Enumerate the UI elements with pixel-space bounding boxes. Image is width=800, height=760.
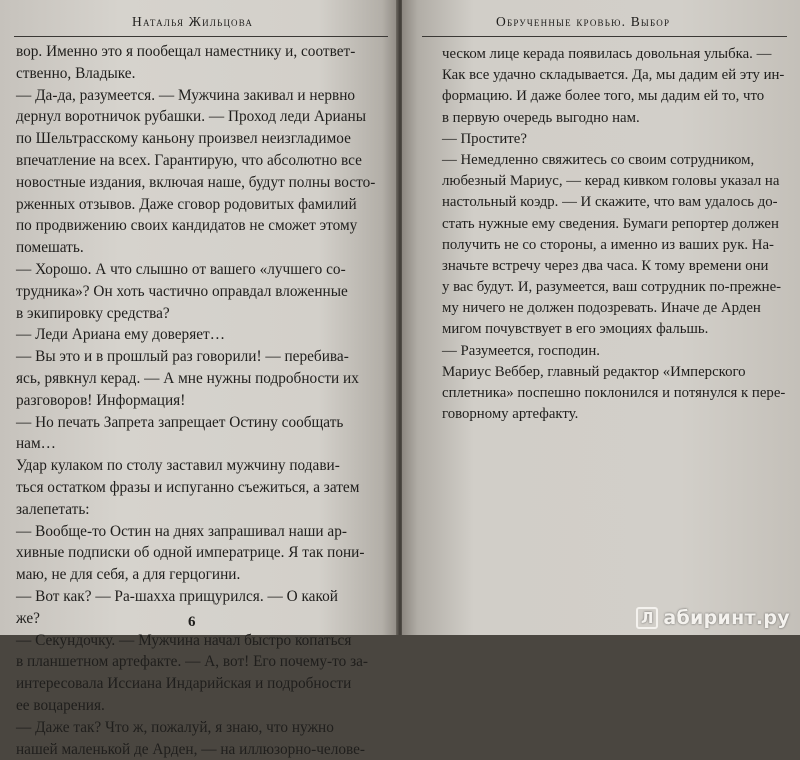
text-line: му ничего не должен подозревать. Иначе де Арден [442,298,785,319]
text-line: — Да-да, разумеется. — Мужчина закивал и нервно [16,85,375,107]
text-line: формацию. И даже более того, мы дадим ей то, что [442,86,785,107]
text-line: — Вообще-то Остин на днях запрашивал наши ар- [16,521,375,543]
text-line: ческом лице керада появилась довольная улыбка. — [442,44,785,65]
text-line: новостные издания, включая наше, будут полны восто- [16,172,375,194]
text-line: разговоров! Информация! [16,390,375,412]
text-line: любезный Мариус, — керад кивком головы указал на [442,171,785,192]
right-running-head: Обрученные кровью. Выбор [496,14,670,30]
text-line: маю, не для себя, а для герцогини. [16,564,375,586]
text-line: — Вы это и в прошлый раз говорили! — перебива- [16,346,375,368]
text-line: залепетать: [16,499,375,521]
text-line: получить не со стороны, а именно из ваших рук. На- [442,235,785,256]
text-line: — Разумеется, господин. [442,341,785,362]
text-line: у вас будут. И, разумеется, ваш сотрудник по-прежне- [442,277,785,298]
left-header-rule [14,36,388,37]
right-page-text [442,44,785,425]
text-line: впечатление на всех. Гарантирую, что абсолютно все [16,150,375,172]
text-line: ясь, рявкнул керад. — А мне нужны подробности их [16,368,375,390]
text-line: — Вот как? — Ра-шахха прищурился. — О какой [16,586,375,608]
text-line: — Но печать Запрета запрещает Остину сообщать [16,412,375,434]
text-line: нашей маленькой де Арден, — на иллюзорно-челове- [16,739,375,760]
text-line: — Простите? [442,129,785,150]
left-running-head: Наталья Жильцова [132,14,253,30]
text-line: — Леди Ариана ему доверяет… [16,324,375,346]
text-line: мигом почувствует в его эмоциях фальшь. [442,319,785,340]
watermark-text: абиринт.ру [663,607,790,629]
text-line: значьте встречу через два часа. К тому времени они [442,256,785,277]
right-header-rule [422,36,787,37]
text-line: Мариус Веббер, главный редактор «Имперского [442,362,785,383]
text-line: интересовала Иссиана Индарийская и подробности [16,673,375,695]
text-line: Как все удачно складывается. Да, мы дадим ей эту ин- [442,65,785,86]
text-line: говорному артефакту. [442,404,785,425]
text-line: ться остатком фразы и испуганно съежиться, а затем [16,477,375,499]
text-line: в экипировку средства? [16,303,375,325]
text-line: — Немедленно свяжитесь со своим сотрудником, [442,150,785,171]
text-line: — Секундочку. — Мужчина начал быстро копаться [16,630,375,652]
left-page-text [16,41,375,760]
text-line: — Даже так? Что ж, пожалуй, я знаю, что нужно [16,717,375,739]
text-line: же? [16,608,375,630]
text-line: сплетника» поспешно поклонился и потянулся к пере- [442,383,785,404]
text-line: — Хорошо. А что слышно от вашего «лучшего со- [16,259,375,281]
text-line: хивные подписки об одной императрице. Я так пони- [16,542,375,564]
right-page [402,0,800,635]
text-line: в планшетном артефакте. — А, вот! Его почему-то за- [16,651,375,673]
text-line: стать нужные ему сведения. Бумаги репортер должен [442,214,785,235]
text-line: рженных отзывов. Даже сговор родовитых фамилий [16,194,375,216]
text-line: ственно, Владыке. [16,63,375,85]
text-line: настольный коэдр. — И скажите, что вам удалось до- [442,192,785,213]
text-line: Удар кулаком по столу заставил мужчину подави- [16,455,375,477]
labirint-logo-icon: Л [636,607,658,629]
page-number: 6 [188,614,196,631]
text-line: трудника»? Он хоть частично оправдал вложенные [16,281,375,303]
text-line: нам… [16,433,375,455]
text-line: вор. Именно это я пообещал наместнику и, соответ- [16,41,375,63]
text-line: по Шельтрасскому каньону произвел неизгладимое [16,128,375,150]
text-line: ее воцарения. [16,695,375,717]
left-page [0,0,398,635]
text-line: помешать. [16,237,375,259]
text-line: по продвижению своих кандидатов не сможет этому [16,215,375,237]
text-line: в первую очередь выгодно нам. [442,108,785,129]
labirint-watermark [636,607,790,629]
text-line: дернул воротничок рубашки. — Проход леди Арианы [16,106,375,128]
